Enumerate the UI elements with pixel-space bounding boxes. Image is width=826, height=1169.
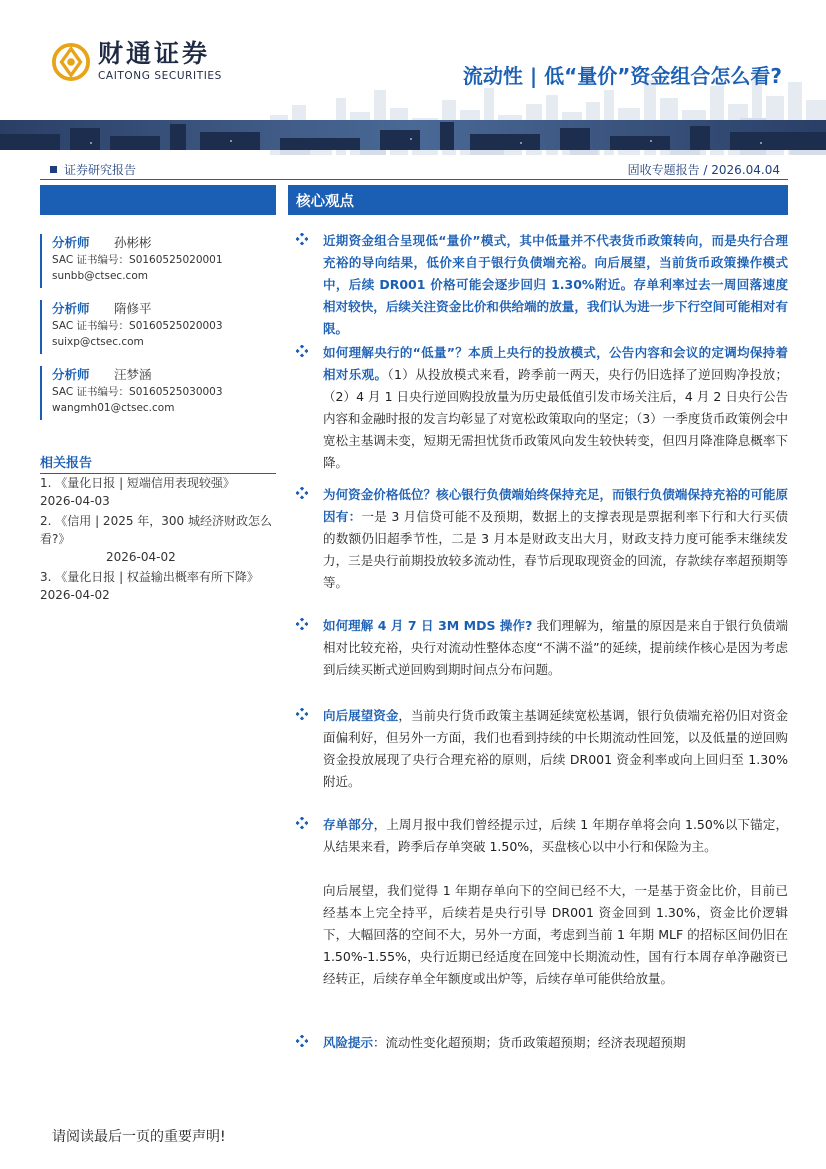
diamond-bullet-icon [296, 487, 308, 499]
left-column-header-bar [40, 185, 276, 215]
doc-type-text: 证券研究报告 [64, 163, 137, 177]
analyst-role: 分析师 [52, 367, 90, 382]
bullet-lead: 向后展望资金 [323, 708, 399, 723]
core-view-bullet [296, 814, 790, 858]
analyst-sac: SAC 证书编号：S0160525030003 [52, 386, 223, 398]
square-bullet-icon [50, 166, 57, 173]
core-view-bullet [296, 484, 790, 594]
related-report-item[interactable] [40, 512, 280, 566]
cd-outlook-paragraph: 向后展望，我们觉得 1 年期存单向下的空间已经不大，一是基于资金比价，目前已经基本上完全持平，后续若是央行引导 DR001 资金回到 1.30%，资金比价逻辑下，大幅回落的空间不大，另外一方面，考虑到当前 1 年期 MLF 的招标区间仍旧在 1.50%-1.55%，央行近期已经适度在回笼中长期流动性，国有行本周存单净融资已经转正，后续存单全年额度或出炉等，后续存单可能供给放量。 [323, 883, 788, 986]
bullet-lead: 风险提示 [323, 1035, 374, 1050]
diamond-bullet-icon [296, 345, 308, 357]
related-report-date: 2026-04-03 [40, 494, 110, 508]
report-title: 流动性 | 低“量价”资金组合怎么看? [462, 64, 782, 88]
analyst-email[interactable]: sunbb@ctsec.com [52, 270, 148, 282]
core-views-title: 核心观点 [296, 194, 354, 210]
diamond-bullet-icon [296, 233, 308, 245]
sub-header-bar [40, 158, 788, 180]
bullet-body: ，当前央行货币政策主基调延续宽松基调，银行负债端充裕仍旧对资金面偏利好，但另外一方面，我们也看到持续的中长期流动性回笼，以及低量的逆回购资金投放展现了央行合理充裕的原则，后续 DR001 资金利率或向上回归至 1.30%附近。 [323, 708, 788, 789]
analyst-name: 隋修平 [114, 301, 152, 316]
bullet-body: ：流动性变化超预期；货币政策超预期；经济表现超预期 [373, 1035, 686, 1050]
analyst-name: 孙彬彬 [114, 235, 152, 250]
header-banner-band [0, 120, 826, 150]
analyst-email[interactable]: wangmh01@ctsec.com [52, 402, 175, 414]
analyst-accent-line [40, 366, 42, 420]
core-view-bullet [296, 615, 790, 681]
core-view-bullet [296, 230, 790, 340]
related-report-title[interactable]: 1. 《量化日报 | 短端信用表现较强》 [40, 476, 235, 490]
analyst-role: 分析师 [52, 235, 90, 250]
bullet-text: 近期资金组合呈现低“量价”模式，其中低量并不代表货币政策转向，而是央行合理充裕的导向结果，低价来自于银行负债端充裕。向后展望，当前货币政策操作模式中，后续 DR001 价格可能会逐步回归 1.30%附近。存单利率过去一周回落速度相对较快，后续关注资金比价和供给端的放量，我们认为进一步下行空间可能相对有限。 [323, 233, 788, 336]
diamond-bullet-icon [296, 708, 308, 720]
analyst-role: 分析师 [52, 301, 90, 316]
related-report-item[interactable] [40, 568, 280, 604]
bullet-lead: 如何理解 4 月 7 日 3M MDS 操作? [323, 618, 533, 633]
core-view-bullet [296, 1032, 790, 1054]
analyst-card [40, 366, 276, 416]
related-reports-title: 相关报告 [40, 456, 93, 471]
bullet-lead: 存单部分 [323, 817, 374, 832]
diamond-bullet-icon [296, 1035, 308, 1047]
diamond-bullet-icon [296, 817, 308, 829]
related-report-date: 2026-04-02 [40, 588, 110, 602]
core-view-bullet [296, 342, 790, 474]
related-report-date: 2026-04-02 [106, 550, 176, 564]
bullet-lead: 为何资金价格低位？核心银行负债端始终保持充足，而银行负债端保持充裕的可能原因有： [323, 487, 788, 524]
analyst-email[interactable]: suixp@ctsec.com [52, 336, 144, 348]
caitong-logo-icon [52, 43, 90, 81]
report-header [0, 0, 826, 155]
core-views-header [288, 185, 788, 215]
related-reports-header [40, 452, 276, 474]
bullet-body: ，上周月报中我们曾经提示过，后续 1 年期存单将会向 1.50%以下锚定，从结果来看，跨季后存单突破 1.50%，买盘核心以中小行和保险为主。 [323, 817, 788, 854]
logo-chinese-name: 财通证券 [98, 39, 211, 68]
bullet-body: （1）从投放模式来看，跨季前一两天，央行仍旧选择了逆回购净投放；（2）4 月 1 日央行逆回购投放量为历史最低值引发市场关注后，4 月 2 日央行公告内容和金融时报的发言均彰显了对宽松政策取向的坚定；（3）一季度货币政策例会中宽松主基调未变，短期无需担忧货币政策风向发生较快转变，但四月降准降息概率下降。 [323, 367, 788, 470]
logo-english-name: CAITONG SECURITIES [98, 70, 222, 82]
analyst-sac: SAC 证书编号：S0160525020003 [52, 320, 223, 332]
analyst-sac: SAC 证书编号：S0160525020001 [52, 254, 223, 266]
analyst-accent-line [40, 300, 42, 354]
report-meta: 固收专题报告 / 2026.04.04 [627, 163, 780, 177]
bullet-lead: 如何理解央行的“低量”？本质上央行的投放模式，公告内容和会议的定调均保持着相对乐观。 [323, 345, 788, 382]
company-logo [52, 40, 222, 83]
related-report-item[interactable] [40, 474, 280, 510]
related-report-title[interactable]: 3. 《量化日报 | 权益输出概率有所下降》 [40, 570, 259, 584]
related-report-title[interactable]: 2. 《信用 | 2025 年，300 城经济财政怎么看?》 [40, 514, 273, 546]
analyst-card [40, 300, 276, 350]
doc-type-label [50, 161, 136, 178]
diamond-bullet-icon [296, 618, 308, 630]
analyst-accent-line [40, 234, 42, 288]
analyst-card [40, 234, 276, 284]
related-reports-list [40, 474, 280, 606]
core-view-bullet [296, 705, 790, 793]
bullet-body: 我们理解为，缩量的原因是来自于银行负债端相对比较充裕，央行对流动性整体态度“不满不溢”的延续，提前续作核心是因为考虑到后续买断式逆回购到期时间点分布问题。 [323, 618, 788, 677]
bullet-body: 一是 3 月信贷可能不及预期，数据上的支撑表现是票据利率下行和大行买债的数额仍旧超季节性，二是 3 月本是财政支出大月，财政支持力度可能季末继续发力，三是央行前期投放较多流动性，春节后现取现资金的回流，存款续存率超预期等等。 [323, 509, 788, 590]
footer-disclaimer: 请阅读最后一页的重要声明! [52, 1129, 226, 1145]
analyst-name: 汪梦涵 [114, 367, 152, 382]
